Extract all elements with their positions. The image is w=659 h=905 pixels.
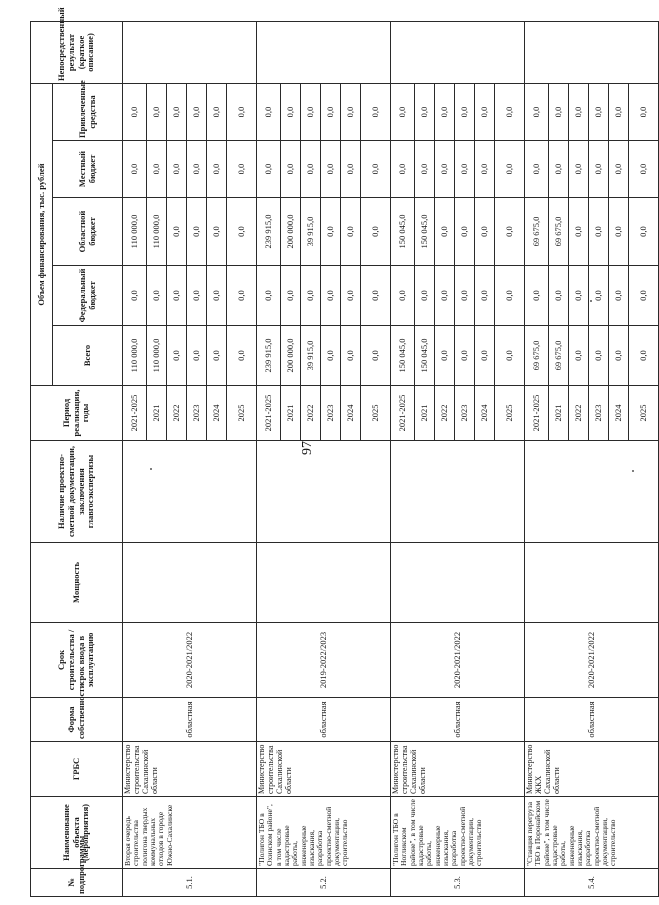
object-capacity [123,543,257,623]
attracted-cell: 0,0 [281,84,301,141]
local-cell: 0,0 [341,141,361,198]
page-number: 97 [300,441,315,455]
period-cell: 2025 [629,386,659,441]
header-regional: Областной бюджет [53,198,123,266]
local-cell: 0,0 [361,141,391,198]
total-cell: 0,0 [321,326,341,386]
attracted-cell: 0,0 [123,84,147,141]
object-name: "Полигон ТБО в Охинском районе", в том числе кадастровые работы, инженерные изыскания, разработка проектно-сметной документации, строительство [257,797,391,869]
object-result [525,22,659,84]
local-cell: 0,0 [321,141,341,198]
object-docs [257,441,391,543]
object-number: 5.4. [525,869,659,897]
federal-cell: 0,0 [207,266,227,326]
attracted-cell: 0,0 [629,84,659,141]
period-cell: 2021 [147,386,167,441]
attracted-cell: 0,0 [391,84,415,141]
header-docs: Наличие проектно-сметной документации, заключения главгосэкспертизы [31,441,123,543]
period-cell: 2021-2025 [525,386,549,441]
period-cell: 2022 [569,386,589,441]
regional-cell: 0,0 [207,198,227,266]
total-cell: 39 915,0 [301,326,321,386]
federal-cell: 0,0 [549,266,569,326]
period-cell: 2024 [207,386,227,441]
regional-cell: 239 915,0 [257,198,281,266]
local-cell: 0,0 [301,141,321,198]
attracted-cell: 0,0 [589,84,609,141]
local-cell: 0,0 [629,141,659,198]
attracted-cell: 0,0 [257,84,281,141]
federal-cell: 0,0 [589,266,609,326]
period-cell: 2022 [301,386,321,441]
object-ownership: областная [257,698,391,742]
local-cell: 0,0 [207,141,227,198]
object-grbs: Министерство строительства Сахалинской области [123,742,257,797]
attracted-cell: 0,0 [321,84,341,141]
object-ownership: областная [391,698,525,742]
local-cell: 0,0 [525,141,549,198]
local-cell: 0,0 [167,141,187,198]
header-capacity: Мощность [31,543,123,623]
total-cell: 0,0 [629,326,659,386]
total-cell: 150 045,0 [415,326,435,386]
attracted-cell: 0,0 [361,84,391,141]
regional-cell: 0,0 [361,198,391,266]
period-cell: 2022 [167,386,187,441]
total-cell: 0,0 [609,326,629,386]
regional-cell: 0,0 [187,198,207,266]
federal-cell: 0,0 [301,266,321,326]
attracted-cell: 0,0 [569,84,589,141]
header-ownership: Форма собственности [31,698,123,742]
local-cell: 0,0 [549,141,569,198]
federal-cell: 0,0 [495,266,525,326]
attracted-cell: 0,0 [525,84,549,141]
header-period: Период реализации, годы [31,386,123,441]
total-cell: 0,0 [455,326,475,386]
header-federal: Федеральный бюджет [53,266,123,326]
total-cell: 0,0 [207,326,227,386]
regional-cell: 0,0 [569,198,589,266]
attracted-cell: 0,0 [147,84,167,141]
regional-cell: 0,0 [495,198,525,266]
period-cell: 2024 [475,386,495,441]
federal-cell: 0,0 [321,266,341,326]
attracted-cell: 0,0 [549,84,569,141]
period-cell: 2024 [609,386,629,441]
regional-cell: 200 000,0 [281,198,301,266]
period-cell: 2021-2025 [391,386,415,441]
total-cell: 0,0 [435,326,455,386]
attracted-cell: 0,0 [207,84,227,141]
object-docs [123,441,257,543]
total-cell: 0,0 [475,326,495,386]
attracted-cell: 0,0 [301,84,321,141]
federal-cell: 0,0 [281,266,301,326]
regional-cell: 69 675,0 [549,198,569,266]
period-cell: 2025 [361,386,391,441]
federal-cell: 0,0 [475,266,495,326]
object-grbs: Министерство строительства Сахалинской области [391,742,525,797]
period-cell: 2023 [187,386,207,441]
local-cell: 0,0 [123,141,147,198]
period-cell: 2021-2025 [257,386,281,441]
regional-cell: 0,0 [629,198,659,266]
object-name: "Полигон ТБО в Ногликском районе", в том числе кадастровые работы, инженерные изыскания, разработка проектно-сметной документации, строительство [391,797,525,869]
period-cell: 2025 [227,386,257,441]
local-cell: 0,0 [455,141,475,198]
header-name: Наименование объекта (мероприятия) [31,797,123,869]
period-cell: 2021 [549,386,569,441]
period-cell: 2023 [455,386,475,441]
period-cell: 2024 [341,386,361,441]
total-cell: 239 915,0 [257,326,281,386]
local-cell: 0,0 [147,141,167,198]
object-term: 2019-2022/2023 [257,623,391,698]
federal-cell: 0,0 [609,266,629,326]
regional-cell: 0,0 [435,198,455,266]
object-name: Вторая очередь строительства полигона твердых коммунальных отходов в городе Южно-Сахалинске [123,797,257,869]
total-cell: 110 000,0 [123,326,147,386]
local-cell: 0,0 [589,141,609,198]
federal-cell: 0,0 [147,266,167,326]
period-cell: 2025 [495,386,525,441]
header-attracted: Привлеченные средства [53,84,123,141]
object-capacity [391,543,525,623]
federal-cell: 0,0 [455,266,475,326]
total-cell: 150 045,0 [391,326,415,386]
regional-cell: 150 045,0 [391,198,415,266]
federal-cell: 0,0 [629,266,659,326]
header-local: Местный бюджет [53,141,123,198]
object-capacity [257,543,391,623]
object-ownership: областная [123,698,257,742]
header-funding-group: Объем финансирования, тыс. рублей [31,84,53,386]
federal-cell: 0,0 [257,266,281,326]
period-cell: 2021 [281,386,301,441]
attracted-cell: 0,0 [475,84,495,141]
period-cell: 2022 [435,386,455,441]
federal-cell: 0,0 [187,266,207,326]
total-cell: 0,0 [187,326,207,386]
header-term: Срок строительства / срок ввода в эксплуатацию [31,623,123,698]
attracted-cell: 0,0 [227,84,257,141]
federal-cell: 0,0 [525,266,549,326]
attracted-cell: 0,0 [167,84,187,141]
header-total: Всего [53,326,123,386]
regional-cell: 110 000,0 [123,198,147,266]
attracted-cell: 0,0 [415,84,435,141]
regional-cell: 69 675,0 [525,198,549,266]
federal-cell: 0,0 [123,266,147,326]
object-result [257,22,391,84]
total-cell: 0,0 [589,326,609,386]
federal-cell: 0,0 [391,266,415,326]
object-docs [525,441,659,543]
total-cell: 0,0 [227,326,257,386]
federal-cell: 0,0 [341,266,361,326]
header-result: Непосредственный результат (краткое описание) [31,22,123,84]
period-cell: 2021-2025 [123,386,147,441]
total-cell: 0,0 [167,326,187,386]
total-cell: 0,0 [341,326,361,386]
regional-cell: 110 000,0 [147,198,167,266]
federal-cell: 0,0 [415,266,435,326]
federal-cell: 0,0 [227,266,257,326]
object-docs [391,441,525,543]
object-term: 2020-2021/2022 [525,623,659,698]
period-cell: 2023 [589,386,609,441]
regional-cell: 0,0 [227,198,257,266]
total-cell: 0,0 [361,326,391,386]
attracted-cell: 0,0 [435,84,455,141]
total-cell: 110 000,0 [147,326,167,386]
local-cell: 0,0 [569,141,589,198]
local-cell: 0,0 [391,141,415,198]
object-name: "Станция перегруза ТБО в Поронайском районе", в том числе кадастровые работы, инженерные изыскания, разработка проектно-сметной документации, строительство [525,797,659,869]
federal-cell: 0,0 [167,266,187,326]
object-result [123,22,257,84]
regional-cell: 0,0 [341,198,361,266]
total-cell: 69 675,0 [549,326,569,386]
object-number: 5.2. [257,869,391,897]
regional-cell: 0,0 [589,198,609,266]
federal-cell: 0,0 [569,266,589,326]
attracted-cell: 0,0 [609,84,629,141]
header-grbs: ГРБС [31,742,123,797]
attracted-cell: 0,0 [341,84,361,141]
table-row [123,22,147,897]
regional-cell: 0,0 [455,198,475,266]
regional-cell: 0,0 [609,198,629,266]
regional-cell: 0,0 [321,198,341,266]
local-cell: 0,0 [257,141,281,198]
local-cell: 0,0 [281,141,301,198]
federal-cell: 0,0 [435,266,455,326]
object-number: 5.1. [123,869,257,897]
federal-cell: 0,0 [361,266,391,326]
regional-cell: 0,0 [167,198,187,266]
regional-cell: 0,0 [475,198,495,266]
table-row [391,22,415,897]
object-grbs: Министерство строительства Сахалинской области [257,742,391,797]
object-term: 2020-2021/2022 [391,623,525,698]
period-cell: 2023 [321,386,341,441]
header-num: № подпрограммы [31,869,123,897]
total-cell: 0,0 [495,326,525,386]
attracted-cell: 0,0 [187,84,207,141]
table-body [123,22,659,897]
table-row [257,22,281,897]
regional-cell: 39 915,0 [301,198,321,266]
attracted-cell: 0,0 [495,84,525,141]
attracted-cell: 0,0 [455,84,475,141]
total-cell: 69 675,0 [525,326,549,386]
object-number: 5.3. [391,869,525,897]
object-term: 2020-2021/2022 [123,623,257,698]
local-cell: 0,0 [435,141,455,198]
period-cell: 2021 [415,386,435,441]
object-capacity [525,543,659,623]
local-cell: 0,0 [415,141,435,198]
local-cell: 0,0 [495,141,525,198]
regional-cell: 150 045,0 [415,198,435,266]
local-cell: 0,0 [609,141,629,198]
total-cell: 200 000,0 [281,326,301,386]
total-cell: 0,0 [569,326,589,386]
object-ownership: областная [525,698,659,742]
object-grbs: Министерство ЖКХ Сахалинской области [525,742,659,797]
local-cell: 0,0 [187,141,207,198]
financing-table [30,7,659,897]
local-cell: 0,0 [227,141,257,198]
local-cell: 0,0 [475,141,495,198]
table-row [525,22,549,897]
object-result [391,22,525,84]
